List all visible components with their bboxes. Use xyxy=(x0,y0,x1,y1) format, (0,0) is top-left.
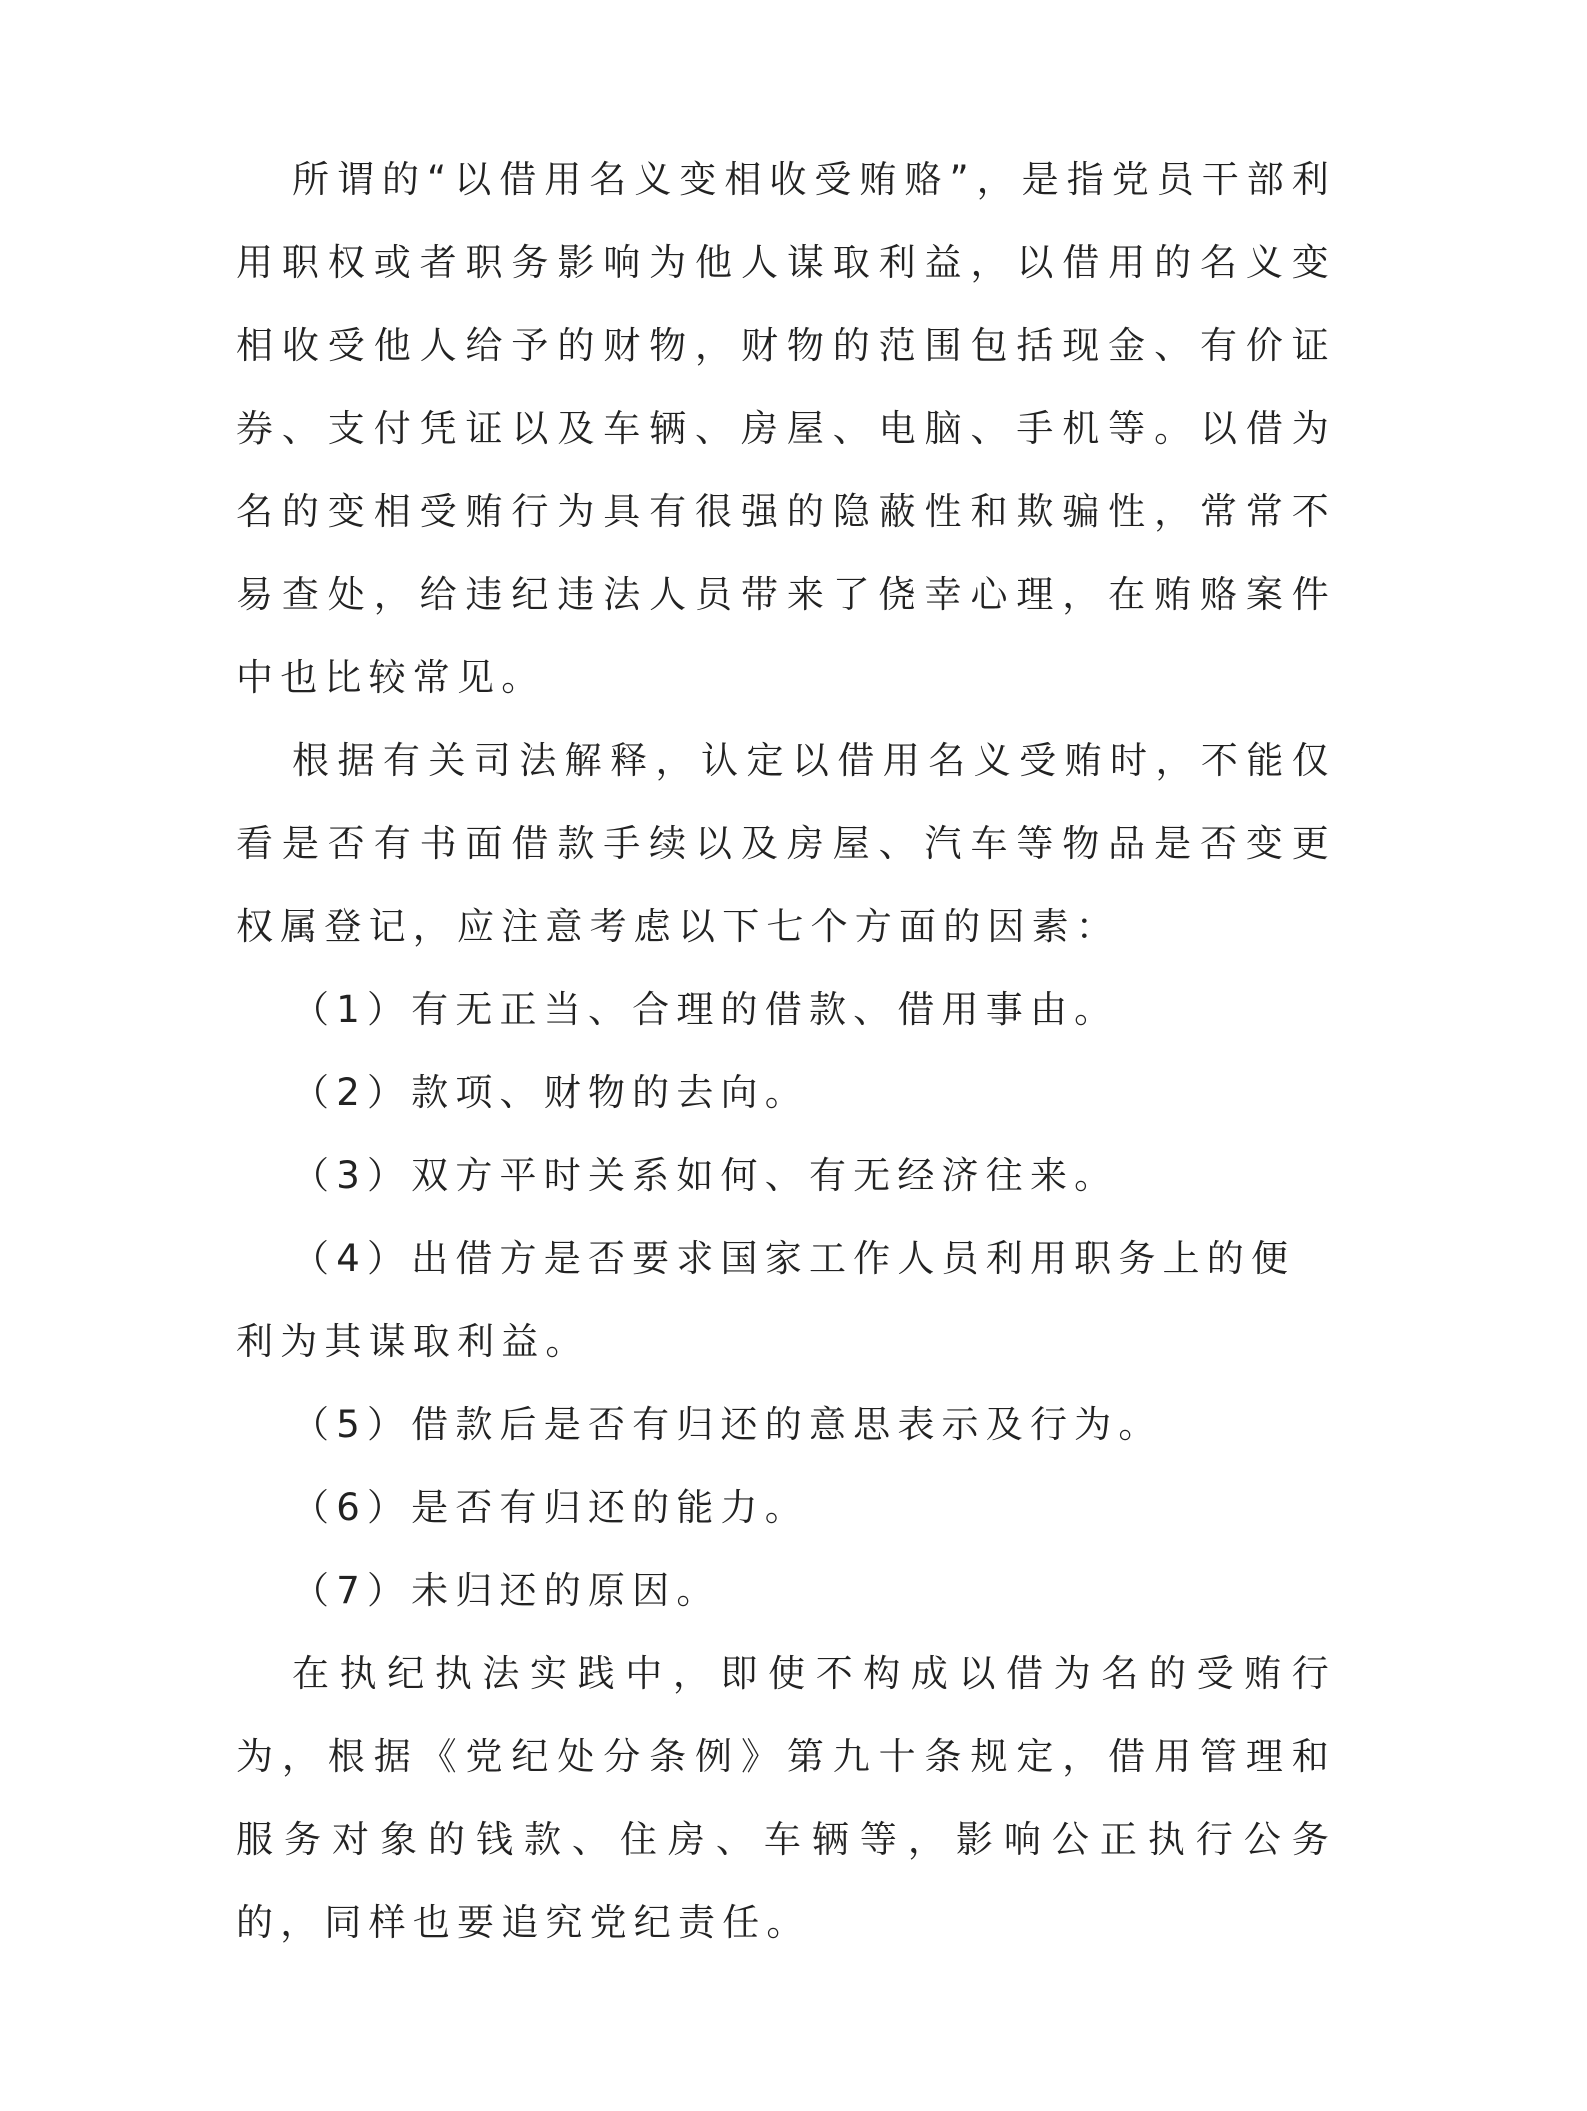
factor-item-5: （5）借款后是否有归还的意思表示及行为。 xyxy=(292,1403,1163,1446)
paragraph-conclusion: 在执纪执法实践中，即使不构成以借为名的受贿行为，根据《党纪处分条例》第九十条规定，借用管理和服务对象的钱款、住房、车辆等，影响公正执行公务的，同样也要追究党纪责任。 xyxy=(236,1652,1336,1944)
factor-item-7: （7）未归还的原因。 xyxy=(292,1569,721,1612)
paragraph-definition: 所谓的“以借用名义变相收受贿赂”，是指党员干部利用职权或者职务影响为他人谋取利益，以借用的名义变相收受他人给予的财物，财物的范围包括现金、有价证券、支付凭证以及车辆、房屋、电脑、手机等。以借为名的变相受贿行为具有很强的隐蔽性和欺骗性，常常不易查处，给违纪违法人员带来了侥幸心理，在贿赂案件中也比较常见。 xyxy=(236,158,1336,699)
factor-item-4: （4）出借方是否要求国家工作人员利用职务上的便利为其谋取利益。 xyxy=(236,1237,1296,1363)
paragraph-judicial-interpretation: 根据有关司法解释，认定以借用名义受贿时，不能仅看是否有书面借款手续以及房屋、汽车等物品是否变更权属登记，应注意考虑以下七个方面的因素： xyxy=(236,739,1336,948)
factor-item-6: （6）是否有归还的能力。 xyxy=(292,1486,809,1529)
factor-item-2: （2）款项、财物的去向。 xyxy=(292,1071,809,1114)
factor-item-1: （1）有无正当、合理的借款、借用事由。 xyxy=(292,988,1119,1031)
factor-item-3: （3）双方平时关系如何、有无经济往来。 xyxy=(292,1154,1119,1197)
document-body xyxy=(236,138,1336,1964)
